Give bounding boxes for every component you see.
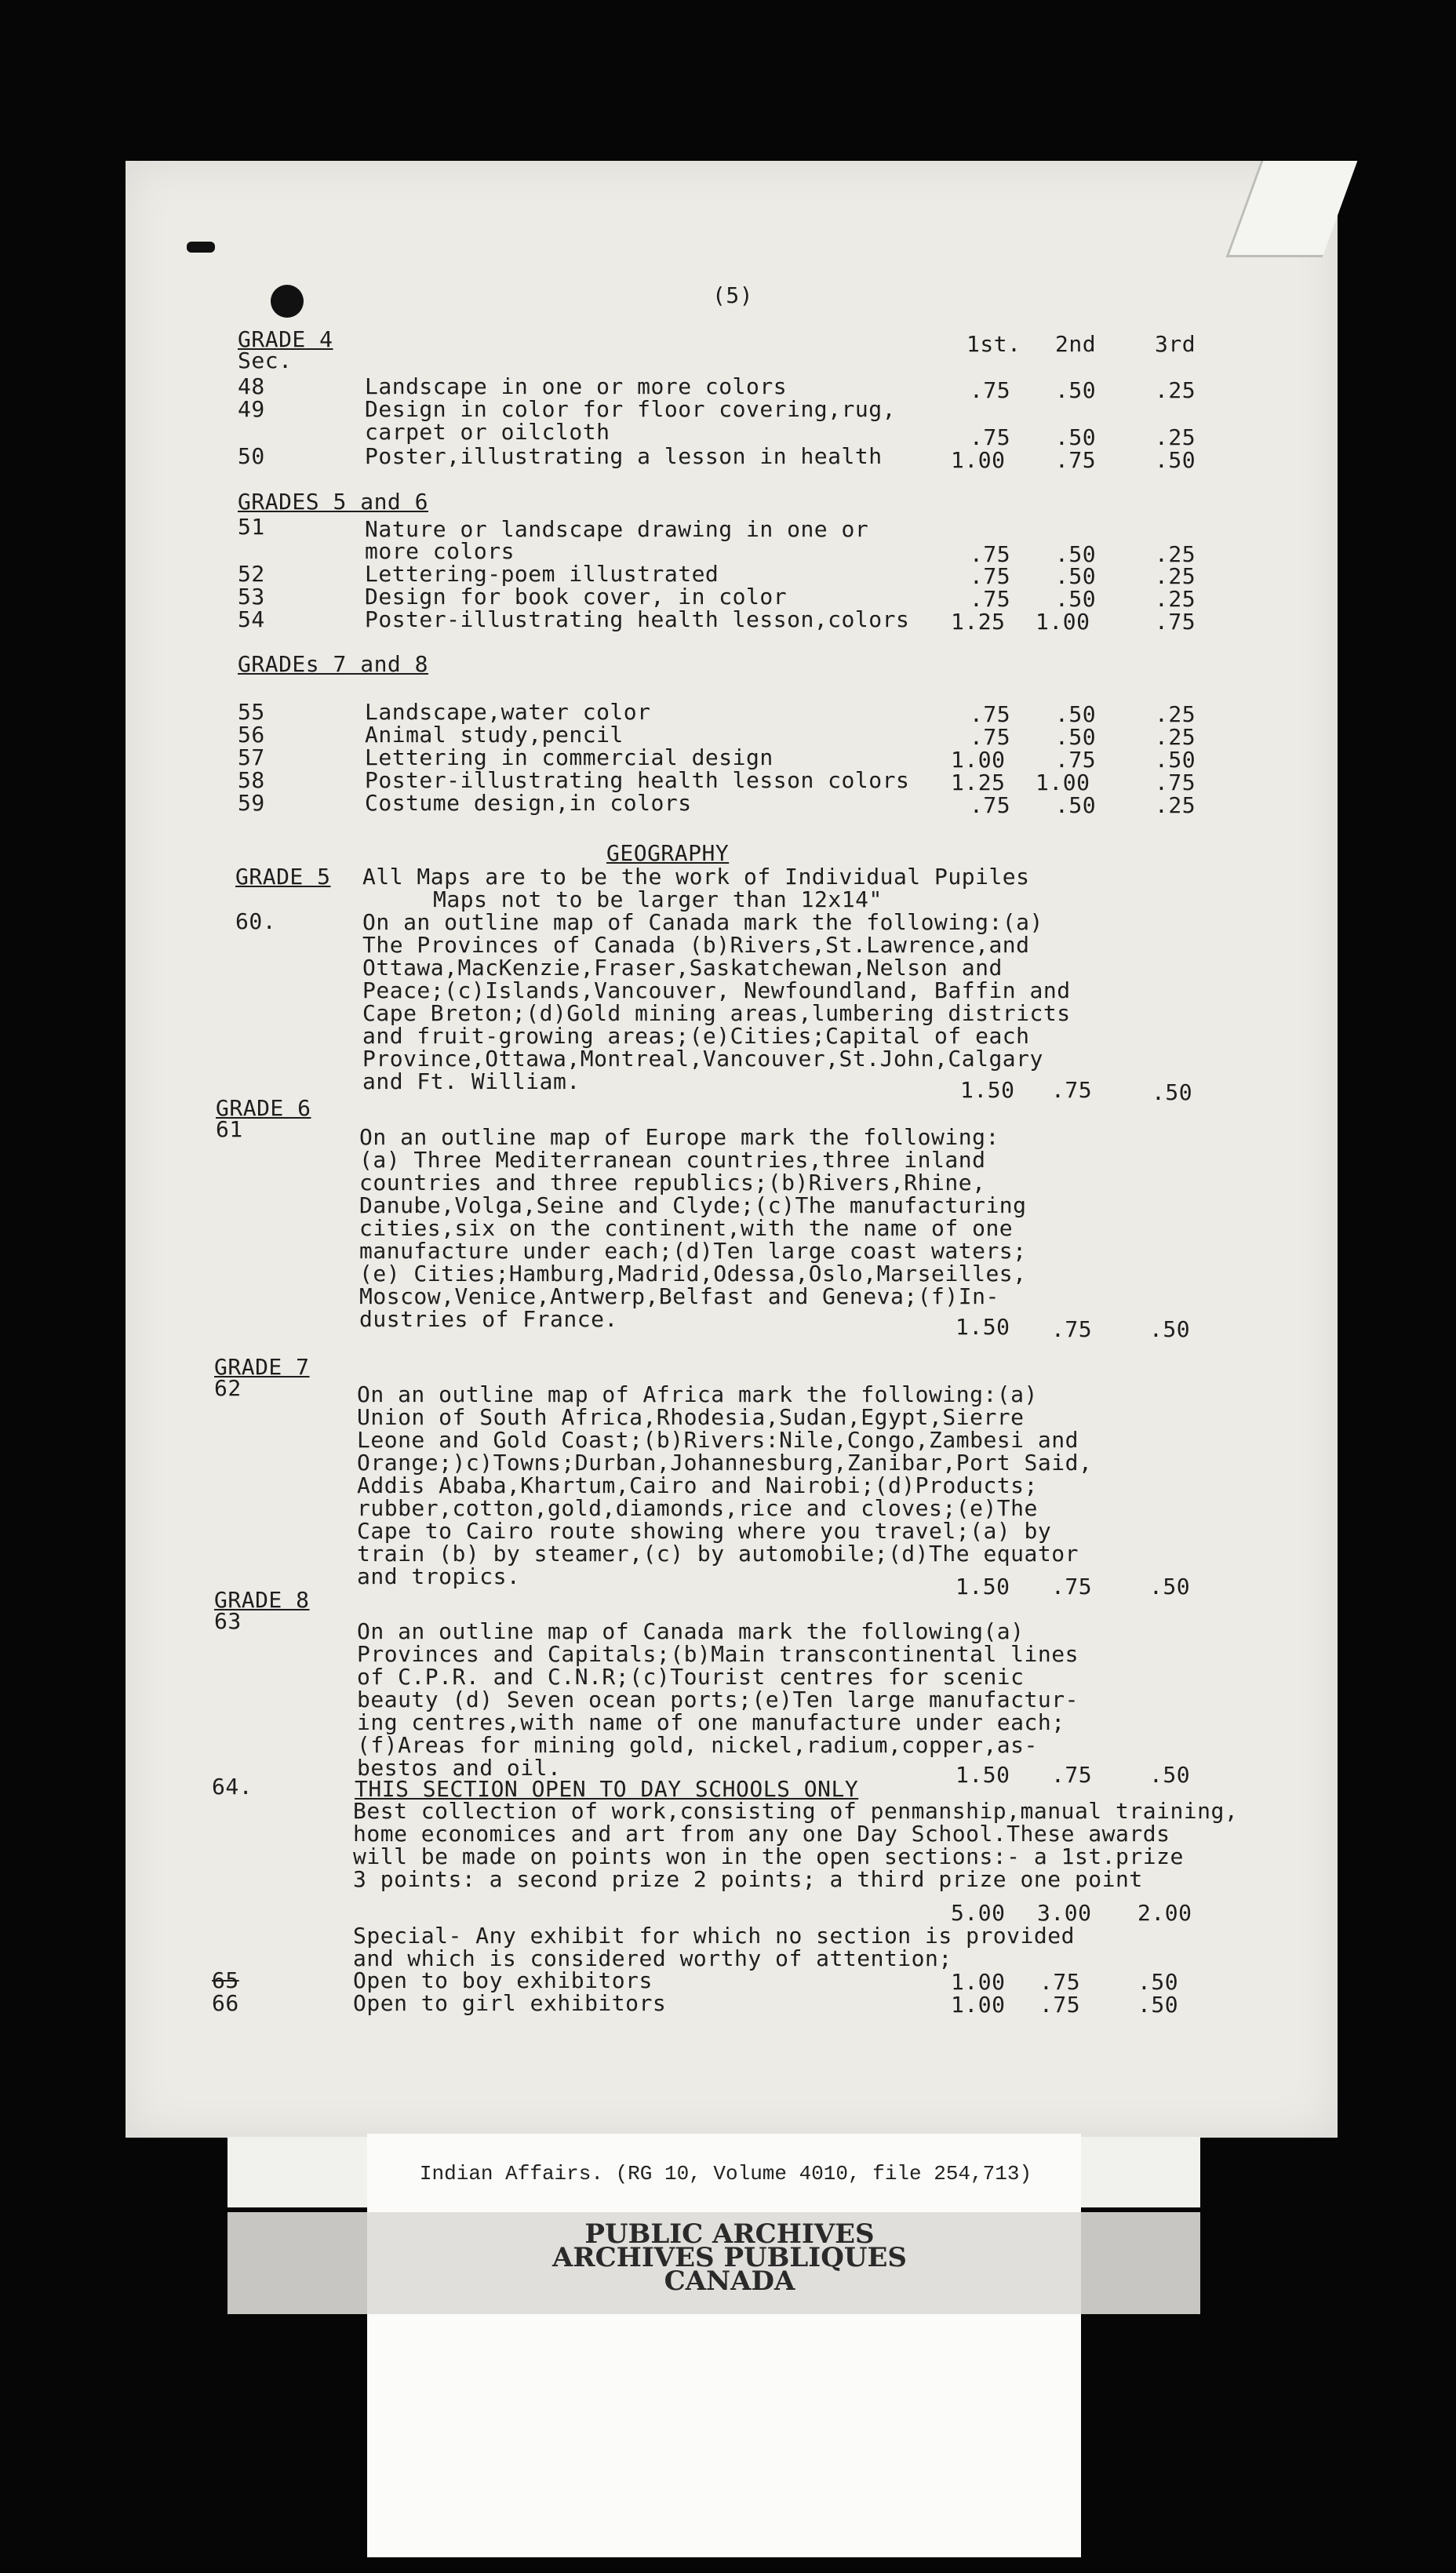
row-num: 52 — [238, 561, 265, 587]
prize-second: .50 — [1055, 701, 1097, 727]
prize-second: .50 — [1055, 541, 1097, 567]
prize-second: .75 — [1055, 447, 1097, 473]
item-line: countries and three republics;(b)Rivers,Rhine, — [359, 1170, 986, 1196]
item-line: Addis Ababa,Khartum,Cairo and Nairobi;(d)Products; — [357, 1472, 1038, 1498]
maps-intro: All Maps are to be the work of Individual Pupiles — [362, 864, 1030, 890]
item-line: manufacture under each;(d)Ten large coast waters; — [359, 1238, 1027, 1264]
prize-first: 1.50 — [956, 1574, 1010, 1599]
row-text-cont: carpet or oilcloth — [365, 419, 610, 445]
row-num: 51 — [238, 514, 265, 540]
col-header-first: 1st. — [966, 331, 1021, 357]
prize-second: .50 — [1055, 424, 1097, 450]
prize-first: .75 — [970, 701, 1011, 727]
prize-third: .25 — [1155, 377, 1196, 403]
item-line: and tropics. — [357, 1563, 521, 1589]
item-line: On an outline map of Canada mark the following(a) — [357, 1618, 1025, 1644]
item-line: bestos and oil. — [357, 1755, 562, 1781]
prize-third: .75 — [1155, 770, 1196, 795]
item-line: The Provinces of Canada (b)Rivers,St.Lawrence,and — [362, 932, 1030, 958]
item-line: and fruit-growing areas;(e)Cities;Capital of each — [362, 1023, 1030, 1049]
prize-first: 1.50 — [956, 1762, 1010, 1788]
prize-first: 1.00 — [951, 1969, 1006, 1995]
item-line: Cape Breton;(d)Gold mining areas,lumbering districts — [362, 1000, 1071, 1026]
item-text: Open to girl exhibitors — [353, 1990, 667, 2016]
prize-first: .75 — [970, 724, 1011, 750]
item-line: cities,six on the continent,with the name of one — [359, 1215, 1014, 1241]
item-text: Open to boy exhibitors — [353, 1967, 653, 1993]
prize-first: .75 — [970, 563, 1011, 589]
prize-first: 5.00 — [951, 1900, 1006, 1926]
section-title-grade4: GRADE 4 — [238, 326, 333, 352]
prize-second: .75 — [1051, 1077, 1093, 1103]
prize-third: .50 — [1149, 1574, 1191, 1599]
prize-second: 1.00 — [1036, 609, 1090, 635]
item-line: (f)Areas for mining gold, nickel,radium,copper,as- — [357, 1732, 1038, 1758]
row-text: Lettering in commercial design — [365, 744, 774, 770]
ink-blot — [271, 285, 304, 318]
row-text: Design for book cover, in color — [365, 584, 788, 610]
section-title-grade8: GRADE 8 — [214, 1587, 310, 1613]
prize-first: 1.50 — [956, 1314, 1010, 1340]
section-title-grades-5-6: GRADES 5 and 6 — [238, 489, 429, 515]
prize-first: 1.00 — [951, 1992, 1006, 2018]
prize-first: 1.25 — [951, 609, 1006, 635]
prize-third: .25 — [1155, 563, 1196, 589]
prize-second: .50 — [1055, 792, 1097, 818]
maps-size-note: Maps not to be larger than 12x14" — [433, 886, 883, 912]
section-title-grade7: GRADE 7 — [214, 1354, 310, 1380]
prize-second: .75 — [1039, 1969, 1081, 1995]
item-num: 62 — [214, 1375, 242, 1401]
row-text: Poster,illustrating a lesson in health — [365, 443, 883, 469]
row-text: Lettering-poem illustrated — [365, 561, 719, 587]
prize-third: .25 — [1155, 586, 1196, 612]
special-line: Special- Any exhibit for which no section is provided — [353, 1923, 1075, 1949]
prize-first: 1.25 — [951, 770, 1006, 795]
row-num: 55 — [238, 699, 265, 725]
item-num: 66 — [212, 1990, 239, 2016]
prize-second: .75 — [1051, 1316, 1093, 1342]
section-title-grades-7-8: GRADEs 7 and 8 — [238, 651, 429, 677]
item-line: Best collection of work,consisting of penmanship,manual training, — [353, 1798, 1239, 1824]
prize-first: .75 — [970, 792, 1011, 818]
item-line: On an outline map of Canada mark the following:(a) — [362, 909, 1043, 935]
row-num: 58 — [238, 767, 265, 793]
item-line: Provinces and Capitals;(b)Main transcontinental lines — [357, 1641, 1079, 1667]
item-line: Peace;(c)Islands,Vancouver, Newfoundland, Baffin and — [362, 977, 1071, 1003]
prize-first: 1.00 — [951, 747, 1006, 773]
day-schools-heading: THIS SECTION OPEN TO DAY SCHOOLS ONLY — [355, 1776, 859, 1802]
row-num: 48 — [238, 373, 265, 399]
item-line: Ottawa,MacKenzie,Fraser,Saskatchewan,Nelson and — [362, 955, 1003, 981]
prize-third: .50 — [1155, 747, 1196, 773]
item-line: dustries of France. — [359, 1306, 618, 1332]
prize-third: .25 — [1155, 541, 1196, 567]
row-text: Poster-illustrating health lesson colors — [365, 767, 910, 793]
prize-third: .25 — [1155, 424, 1196, 450]
ink-mark — [187, 242, 215, 253]
row-text: Nature or landscape drawing in one or — [365, 516, 869, 542]
prize-second: .75 — [1039, 1992, 1081, 2018]
prize-second: .75 — [1055, 747, 1097, 773]
prize-third: .50 — [1149, 1762, 1191, 1788]
item-line: (a) Three Mediterranean countries,three inland — [359, 1147, 986, 1173]
row-text: Animal study,pencil — [365, 722, 624, 748]
sec-label: Sec. — [238, 348, 293, 373]
prize-third: .25 — [1155, 724, 1196, 750]
prize-first: .75 — [970, 377, 1011, 403]
prize-first: .75 — [970, 586, 1011, 612]
prize-second: .75 — [1051, 1762, 1093, 1788]
prize-second: .50 — [1055, 563, 1097, 589]
row-num: 56 — [238, 722, 265, 748]
prize-second: .50 — [1055, 377, 1097, 403]
prize-third: .50 — [1152, 1079, 1193, 1105]
item-line: rubber,cotton,gold,diamonds,rice and cloves;(e)The — [357, 1495, 1038, 1521]
page-number: (5) — [712, 282, 754, 308]
archives-stamp-line: PUBLIC ARCHIVES — [584, 2218, 875, 2250]
row-text: Landscape,water color — [365, 699, 651, 725]
prize-third: .50 — [1149, 1316, 1191, 1342]
prize-third: .50 — [1155, 447, 1196, 473]
item-num: 61 — [216, 1116, 243, 1142]
row-num: 50 — [238, 443, 265, 469]
archive-caption: Indian Affairs. (RG 10, Volume 4010, file 254,713) — [419, 2162, 1032, 2185]
archives-stamp-line: CANADA — [664, 2265, 795, 2297]
item-num: 64. — [212, 1774, 253, 1800]
archive-slip — [367, 2134, 1081, 2557]
item-line: Orange;)c)Towns;Durban,Johannesburg,Zanibar,Port Said, — [357, 1450, 1093, 1476]
row-num: 54 — [238, 606, 265, 632]
item-line: beauty (d) Seven ocean ports;(e)Ten large manufactur- — [357, 1687, 1079, 1712]
prize-second: 1.00 — [1036, 770, 1090, 795]
prize-first: 1.50 — [960, 1077, 1015, 1103]
section-title-grade5: GRADE 5 — [235, 864, 331, 890]
row-text: Landscape in one or more colors — [365, 373, 788, 399]
prize-second: .50 — [1055, 724, 1097, 750]
prize-second: 3.00 — [1037, 1900, 1092, 1926]
row-num: 57 — [238, 744, 265, 770]
row-text: Design in color for floor covering,rug, — [365, 396, 896, 422]
geography-heading: GEOGRAPHY — [606, 840, 730, 866]
item-line: of C.P.R. and C.N.R;(c)Tourist centres for scenic — [357, 1664, 1025, 1690]
item-line: home economices and art from any one Day School.These awards — [353, 1821, 1170, 1847]
row-text: Costume design,in colors — [365, 790, 692, 816]
row-num: 59 — [238, 790, 265, 816]
item-line: On an outline map of Europe mark the following: — [359, 1124, 999, 1150]
item-line: Danube,Volga,Seine and Clyde;(c)The manufacturing — [359, 1192, 1027, 1218]
prize-third: 2.00 — [1138, 1900, 1192, 1926]
prize-first: 1.00 — [951, 447, 1006, 473]
item-num: 65 — [212, 1967, 239, 1993]
prize-first: .75 — [970, 424, 1011, 450]
prize-second: .50 — [1055, 586, 1097, 612]
item-num: 63 — [214, 1608, 242, 1634]
row-text-cont: more colors — [365, 538, 515, 564]
item-line: Province,Ottawa,Montreal,Vancouver,St.John,Calgary — [362, 1046, 1043, 1072]
prize-third: .25 — [1155, 701, 1196, 727]
row-num: 49 — [238, 396, 265, 422]
item-line: train (b) by steamer,(c) by automobile;(d)The equator — [357, 1541, 1079, 1567]
item-line: Leone and Gold Coast;(b)Rivers:Nile,Congo,Zambesi and — [357, 1427, 1079, 1453]
item-num: 60. — [235, 908, 277, 934]
item-line: and Ft. William. — [362, 1068, 581, 1094]
prize-third: .75 — [1155, 609, 1196, 635]
prize-third: .50 — [1138, 1969, 1179, 1995]
item-line: Union of South Africa,Rhodesia,Sudan,Egypt,Sierre — [357, 1404, 1025, 1430]
item-line: (e) Cities;Hamburg,Madrid,Odessa,Oslo,Marseilles, — [359, 1261, 1027, 1286]
special-line: and which is considered worthy of attention; — [353, 1945, 952, 1971]
section-title-grade6: GRADE 6 — [216, 1095, 311, 1121]
item-line: will be made on points won in the open sections:- a 1st.prize — [353, 1843, 1184, 1869]
item-line: 3 points: a second prize 2 points; a third prize one point — [353, 1866, 1143, 1892]
col-header-third: 3rd — [1155, 331, 1196, 357]
prize-first: .75 — [970, 541, 1011, 567]
prize-second: .75 — [1051, 1574, 1093, 1599]
prize-third: .25 — [1155, 792, 1196, 818]
col-header-second: 2nd — [1055, 331, 1097, 357]
prize-third: .50 — [1138, 1992, 1179, 2018]
item-line: On an outline map of Africa mark the following:(a) — [357, 1381, 1038, 1407]
archives-stamp-line: ARCHIVES PUBLIQUES — [552, 2242, 907, 2273]
item-line: Moscow,Venice,Antwerp,Belfast and Geneva;(f)In- — [359, 1283, 999, 1309]
item-line: ing centres,with name of one manufacture under each; — [357, 1709, 1065, 1735]
row-text: Poster-illustrating health lesson,colors — [365, 606, 910, 632]
item-line: Cape to Cairo route showing where you travel;(a) by — [357, 1518, 1052, 1544]
row-num: 53 — [238, 584, 265, 610]
